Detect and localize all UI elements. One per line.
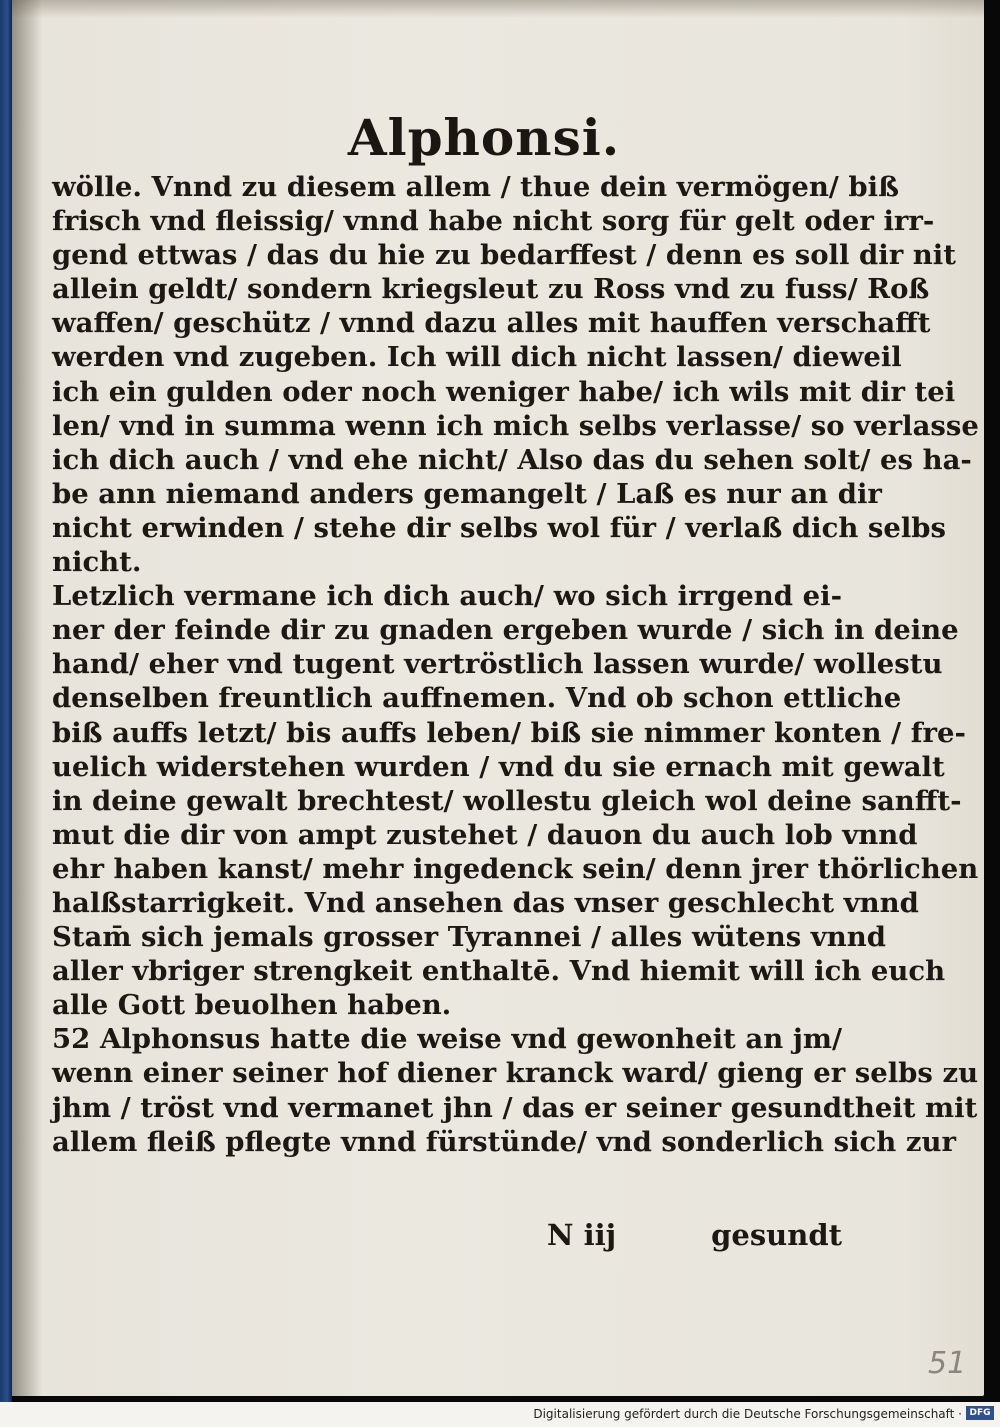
text-line: ich dich auch / vnd ehe nicht/ Also das du sehen solt/ es ha-: [52, 443, 972, 476]
text-line: aller vbriger strengkeit enthaltē. Vnd hiemit will ich euch: [52, 955, 946, 988]
page-top-shadow: [12, 0, 984, 18]
pencil-folio-number: 51: [928, 1346, 967, 1381]
text-line: allem fleiß pflegte vnnd fürstünde/ vnd sonderlich sich zur: [52, 1125, 956, 1158]
gutter-shadow: [12, 0, 42, 1396]
running-head: Alphonsi.: [347, 108, 621, 167]
catchword: gesundt: [711, 1218, 842, 1252]
text-line: alle Gott beuolhen haben.: [52, 989, 452, 1022]
text-line: waffen/ geschütz / vnnd dazu alles mit hauffen verschafft: [52, 307, 931, 340]
text-line: gend ettwas / das du hie zu bedarffest / denn es soll dir nit: [52, 239, 956, 272]
binding-edge: [0, 0, 12, 1427]
text-line: ner der feinde dir zu gnaden ergeben wurde / sich in deine: [52, 614, 959, 647]
text-line: Stam̄ sich jemals grosser Tyrannei / alles wütens vnnd: [52, 921, 886, 954]
signature-line: [52, 1218, 842, 1258]
footer-credit: Digitalisierung gefördert durch die Deutsche Forschungsgemeinschaft ·: [533, 1407, 962, 1421]
text-line: in deine gewalt brechtest/ wollestu gleich wol deine sanfft-: [52, 784, 962, 817]
text-line: mut die dir von ampt zustehet / dauon du auch lob vnnd: [52, 818, 918, 851]
text-line: allein geldt/ sondern kriegsleut zu Ross vnd zu fuss/ Roß: [52, 273, 930, 306]
text-line: jhm / tröst vnd vermanet jhn / das er seiner gesundtheit mit: [52, 1091, 978, 1124]
text-line: len/ vnd in summa wenn ich mich selbs verlasse/ so verlasse: [52, 409, 979, 442]
text-line: uelich widerstehen wurden / vnd du sie ernach mit gewalt: [52, 750, 945, 783]
text-line: wenn einer seiner hof diener kranck ward/ gieng er selbs zu: [52, 1057, 979, 1090]
signature-mark: N iij: [547, 1218, 617, 1252]
text-line: be ann niemand anders gemangelt / Laß es nur an dir: [52, 477, 882, 510]
text-line: biß auffs letzt/ bis auffs leben/ biß sie nimmer konten / fre-: [52, 716, 966, 749]
text-line: frisch vnd fleissig/ vnnd habe nicht sorg für gelt oder irr-: [52, 205, 935, 238]
text-line: nicht.: [52, 546, 142, 579]
text-line: wölle. Vnnd zu diesem allem / thue dein vermögen/ biß: [52, 171, 899, 203]
text-line: werden vnd zugeben. Ich will dich nicht lassen/ dieweil: [52, 341, 902, 374]
text-line: ich ein gulden oder noch weniger habe/ ich wils mit dir tei: [52, 375, 956, 408]
text-line: hand/ eher vnd tugent vertröstlich lassen wurde/ wollestu: [52, 648, 943, 681]
text-line: Letzlich vermane ich dich auch/ wo sich irrgend ei-: [52, 580, 842, 613]
text-line: ehr haben kanst/ mehr ingedenck sein/ denn jrer thörlichen: [52, 852, 979, 885]
text-line: denselben freuntlich auffnemen. Vnd ob schon ettliche: [52, 682, 902, 715]
dfg-logo: DFG: [966, 1406, 994, 1420]
text-line: 52 Alphonsus hatte die weise vnd gewonheit an jm/: [52, 1023, 842, 1056]
body-text: [52, 170, 979, 1159]
text-line: nicht erwinden / stehe dir selbs wol für / verlaß dich selbs: [52, 511, 947, 544]
text-line: halßstarrigkeit. Vnd ansehen das vnser geschlecht vnnd: [52, 886, 919, 919]
